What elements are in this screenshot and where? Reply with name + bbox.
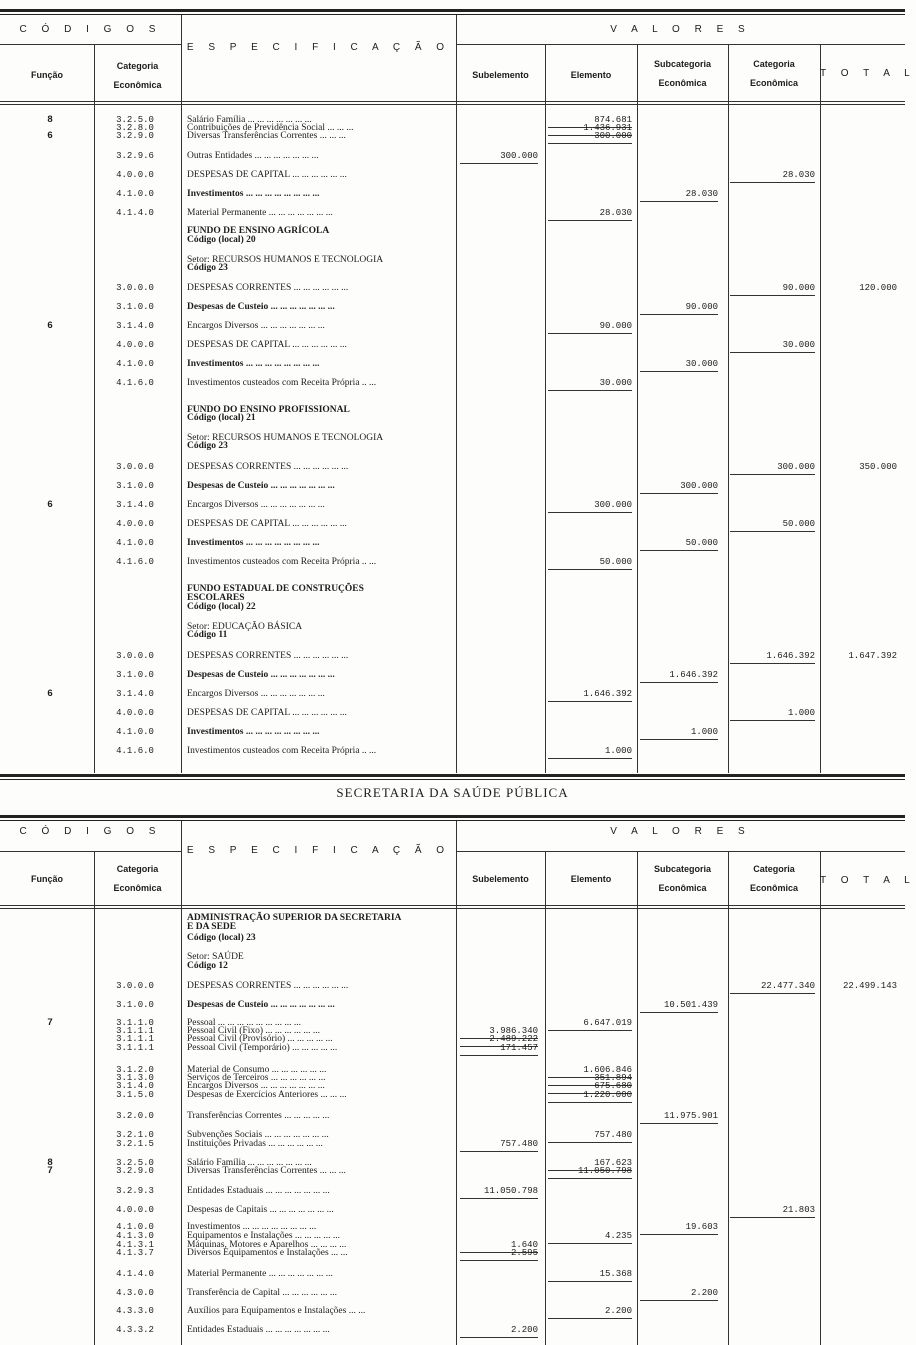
economica-header: Econômica bbox=[113, 883, 162, 893]
economica-header: Econômica bbox=[749, 78, 798, 88]
cell-ce: 1.646.392 bbox=[730, 651, 815, 664]
table-row bbox=[0, 1186, 905, 1197]
table-row bbox=[0, 1269, 905, 1280]
economica-header: Econômica bbox=[658, 883, 707, 893]
cell-c: 3.1.1.1 bbox=[116, 1043, 154, 1053]
subcategoria-header: Subcategoria bbox=[653, 59, 711, 69]
cell-c: 3.2.5.0 bbox=[116, 1158, 154, 1168]
cell-c: 3.2.8.0 bbox=[116, 123, 154, 133]
cell-f: 7 bbox=[47, 1165, 53, 1176]
cell-c: 3.1.1.1 bbox=[116, 1034, 154, 1044]
cell-s: DESPESAS CORRENTES ... ... ... ... ... ... bbox=[187, 651, 349, 661]
cell-s: Subvenções Sociais ... ... ... ... ... ... ... bbox=[187, 1130, 329, 1140]
cell-s: Investimentos ... ... ... ... ... ... ... ... bbox=[187, 727, 320, 737]
cell-s: DESPESAS DE CAPITAL ... ... ... ... ... ... bbox=[187, 170, 347, 180]
cell-s: Máquinas, Motores e Aparelhos ... ... ... ... bbox=[187, 1240, 347, 1250]
cell-f: 7 bbox=[47, 1017, 53, 1028]
table-row bbox=[0, 922, 905, 933]
cell-tot: 350.000 bbox=[859, 462, 897, 472]
cell-s: Investimentos custeados com Receita Própria .. ... bbox=[187, 557, 377, 567]
funcao-header: Função bbox=[30, 70, 63, 80]
cell-s: Encargos Diversos ... ... ... ... ... ... ... bbox=[187, 1081, 325, 1091]
cell-ele: 28.030 bbox=[548, 208, 632, 221]
cell-s: Investimentos ... ... ... ... ... ... ... ... bbox=[187, 189, 320, 199]
cell-ce: 22.477.340 bbox=[730, 981, 815, 994]
cell-s: Investimentos ... ... ... ... ... ... ... ... bbox=[187, 538, 320, 548]
table-row bbox=[0, 1000, 905, 1011]
cell-c: 4.1.6.0 bbox=[116, 378, 154, 388]
especificacao-header: E S P E C I F I C A Ç Ã O bbox=[186, 42, 451, 53]
cell-s: FUNDO DE ENSINO AGRÍCOLA bbox=[187, 226, 330, 236]
cell-s: DESPESAS CORRENTES ... ... ... ... ... ... bbox=[187, 981, 349, 991]
table-row bbox=[0, 1043, 905, 1054]
cell-s: Pessoal Civil (Temporário) ... ... ... ... ... bbox=[187, 1043, 338, 1053]
cell-ele: 757.480 bbox=[548, 1130, 632, 1143]
cell-s: Setor: RECURSOS HUMANOS E TECNOLOGIA bbox=[187, 433, 384, 443]
cell-s: Encargos Diversos ... ... ... ... ... ... ... bbox=[187, 321, 325, 331]
cell-c: 3.1.0.0 bbox=[116, 481, 154, 491]
elemento-header: Elemento bbox=[570, 874, 612, 884]
cell-s: Despesas de Custeio ... ... ... ... ... ... ... bbox=[187, 1000, 335, 1010]
cell-c: 3.0.0.0 bbox=[116, 981, 154, 991]
subelemento-header: Subelemento bbox=[472, 874, 529, 884]
cell-sc: 50.000 bbox=[640, 538, 718, 551]
cell-sub: 1.640 bbox=[460, 1240, 538, 1253]
cell-ce: 21.803 bbox=[730, 1205, 815, 1218]
cell-c: 3.2.1.0 bbox=[116, 1130, 154, 1140]
cell-s: Transferência de Capital ... ... ... ... ... ... bbox=[187, 1288, 338, 1298]
cell-s: FUNDO ESTADUAL DE CONSTRUÇÕES bbox=[187, 584, 364, 594]
cell-c: 3.2.9.0 bbox=[116, 131, 154, 141]
cell-c: 4.0.0.0 bbox=[116, 519, 154, 529]
table-row bbox=[0, 1325, 905, 1336]
cell-sub: 2.595 bbox=[460, 1248, 538, 1261]
cell-s: Equipamentos e Instalações ... ... ... ... ... bbox=[187, 1231, 341, 1241]
header-bottom-rule bbox=[0, 905, 905, 906]
cell-s: Pessoal Civil (Provisório) ... ... ... ... ... bbox=[187, 1034, 333, 1044]
cell-c: 4.1.0.0 bbox=[116, 1222, 154, 1232]
codigos-header: C Ó D I G O S bbox=[19, 826, 162, 837]
cell-f: 8 bbox=[47, 114, 53, 125]
cell-c: 3.1.0.0 bbox=[116, 670, 154, 680]
cell-c: 3.1.2.0 bbox=[116, 1065, 154, 1075]
especificacao-header: E S P E C I F I C A Ç Ã O bbox=[186, 845, 451, 856]
table-row bbox=[0, 961, 905, 972]
cell-sub: 3.986.340 bbox=[460, 1026, 538, 1039]
cell-s: Outras Entidades ... ... ... ... ... ... ... bbox=[187, 151, 319, 161]
cell-sc: 1.646.392 bbox=[640, 670, 718, 683]
cell-sc: 30.000 bbox=[640, 359, 718, 372]
cell-ele: 874.681 bbox=[548, 115, 632, 128]
cell-s: DESPESAS DE CAPITAL ... ... ... ... ... ... bbox=[187, 708, 347, 718]
cell-s: FUNDO DO ENSINO PROFISSIONAL bbox=[187, 405, 350, 415]
cell-ele: 1.436.931 bbox=[548, 123, 632, 136]
cell-sub: 300.000 bbox=[460, 151, 538, 164]
cell-ce: 28.030 bbox=[730, 170, 815, 183]
cell-s: E DA SEDE bbox=[187, 922, 237, 932]
cell-c: 4.1.0.0 bbox=[116, 359, 154, 369]
cell-sub: 757.480 bbox=[460, 1139, 538, 1152]
cell-c: 3.1.4.0 bbox=[116, 689, 154, 699]
cell-s: Transferências Correntes ... ... ... ... ... bbox=[187, 1111, 330, 1121]
cell-s: Entidades Estaduais ... ... ... ... ... ... ... bbox=[187, 1186, 330, 1196]
cell-ele: 1.606.846 bbox=[548, 1065, 632, 1078]
cell-c: 4.0.0.0 bbox=[116, 340, 154, 350]
total-header: T O T A L bbox=[820, 875, 916, 886]
cell-s: Código 11 bbox=[187, 630, 228, 640]
cell-tot: 22.499.143 bbox=[842, 981, 897, 991]
table-row bbox=[0, 1248, 905, 1259]
cell-ele: 1.220.000 bbox=[548, 1090, 632, 1103]
table-row bbox=[0, 1139, 905, 1150]
elemento-header: Elemento bbox=[570, 70, 612, 80]
table-row bbox=[0, 1090, 905, 1101]
cell-ele: 50.000 bbox=[548, 557, 632, 570]
cell-ele: 1.646.392 bbox=[548, 689, 632, 702]
cell-sub: 171.457 bbox=[460, 1043, 538, 1056]
cell-ele: 300.000 bbox=[548, 500, 632, 513]
cell-ele: 4.235 bbox=[548, 1231, 632, 1244]
cell-f: 6 bbox=[47, 499, 53, 510]
cell-s: Despesas de Capitais ... ... ... ... ... ... ... bbox=[187, 1205, 334, 1215]
cell-c: 4.1.0.0 bbox=[116, 538, 154, 548]
categoria-economica-header: Categoria bbox=[753, 864, 795, 874]
cell-s: Código (local) 23 bbox=[187, 933, 256, 943]
cell-ce: 30.000 bbox=[730, 340, 815, 353]
cell-s: Auxílios para Equipamentos e Instalações ... ... bbox=[187, 1306, 366, 1316]
cell-s: Código 23 bbox=[187, 263, 228, 273]
cell-c: 3.1.4.0 bbox=[116, 1081, 154, 1091]
cell-c: 4.1.0.0 bbox=[116, 727, 154, 737]
cell-s: Encargos Diversos ... ... ... ... ... ... ... bbox=[187, 500, 325, 510]
cell-s: DESPESAS CORRENTES ... ... ... ... ... ... bbox=[187, 283, 349, 293]
cell-c: 3.1.1.1 bbox=[116, 1026, 154, 1036]
categoria-economica-header: Categoria bbox=[753, 59, 795, 69]
table-row bbox=[0, 1166, 905, 1177]
cell-sub: 11.050.798 bbox=[460, 1186, 538, 1199]
cell-c: 3.1.5.0 bbox=[116, 1090, 154, 1100]
categoria-header: Categoria bbox=[116, 864, 159, 874]
total-header: T O T A L bbox=[820, 68, 916, 79]
cell-c: 4.3.3.0 bbox=[116, 1306, 154, 1316]
cell-tot: 120.000 bbox=[859, 283, 897, 293]
cell-s: Investimentos ... ... ... ... ... ... ... ... bbox=[187, 1222, 317, 1232]
cell-f: 6 bbox=[47, 320, 53, 331]
cell-s: Diversas Transferências Correntes ... ... ... bbox=[187, 131, 346, 141]
cell-ce: 1.000 bbox=[730, 708, 815, 721]
cell-s: Despesas de Custeio ... ... ... ... ... ... ... bbox=[187, 302, 335, 312]
cell-c: 4.1.6.0 bbox=[116, 557, 154, 567]
cell-s: Código (local) 20 bbox=[187, 235, 256, 245]
codigos-header: C Ó D I G O S bbox=[19, 24, 162, 35]
table-row bbox=[0, 1111, 905, 1122]
subcategoria-header: Subcategoria bbox=[653, 864, 711, 874]
cell-s: Código (local) 21 bbox=[187, 413, 256, 423]
cell-ce: 300.000 bbox=[730, 462, 815, 475]
cell-f: 8 bbox=[47, 1157, 53, 1168]
cell-s: Instituições Privadas ... ... ... ... ... ... bbox=[187, 1139, 323, 1149]
cell-c: 4.3.3.2 bbox=[116, 1325, 154, 1335]
cell-sub: 2.489.222 bbox=[460, 1034, 538, 1047]
cell-s: ESCOLARES bbox=[187, 593, 245, 603]
cell-c: 4.3.0.0 bbox=[116, 1288, 154, 1298]
cell-c: 4.0.0.0 bbox=[116, 170, 154, 180]
cell-ele: 300.000 bbox=[548, 131, 632, 144]
cell-s: ADMINISTRAÇÃO SUPERIOR DA SECRETARIA bbox=[187, 913, 402, 923]
categoria-header: Categoria bbox=[116, 61, 159, 71]
header-bottom-rule bbox=[0, 908, 905, 909]
cell-c: 3.2.0.0 bbox=[116, 1111, 154, 1121]
cell-f: 6 bbox=[47, 130, 53, 141]
cell-c: 4.1.6.0 bbox=[116, 746, 154, 756]
cell-s: Despesas de Custeio ... ... ... ... ... ... ... bbox=[187, 481, 335, 491]
cell-c: 3.1.1.0 bbox=[116, 1018, 154, 1028]
cell-c: 4.0.0.0 bbox=[116, 1205, 154, 1215]
cell-ele: 675.680 bbox=[548, 1081, 632, 1094]
valores-header: V A L O R E S bbox=[610, 24, 751, 35]
table-row bbox=[0, 1288, 905, 1299]
table-row bbox=[0, 981, 905, 992]
cell-s: Pessoal Civil (Fixo) ... ... ... ... ... ... bbox=[187, 1026, 321, 1036]
cell-ce: 50.000 bbox=[730, 519, 815, 532]
cell-sc: 300.000 bbox=[640, 481, 718, 494]
cell-c: 4.1.3.7 bbox=[116, 1248, 154, 1258]
cell-f: 6 bbox=[47, 688, 53, 699]
cell-sc: 19.603 bbox=[640, 1222, 718, 1235]
cell-c: 3.2.9.0 bbox=[116, 1166, 154, 1176]
cell-c: 3.2.5.0 bbox=[116, 115, 154, 125]
cell-c: 4.1.4.0 bbox=[116, 208, 154, 218]
table-row bbox=[0, 1306, 905, 1317]
cell-s: DESPESAS DE CAPITAL ... ... ... ... ... ... bbox=[187, 519, 347, 529]
cell-c: 3.0.0.0 bbox=[116, 651, 154, 661]
cell-c: 4.1.0.0 bbox=[116, 189, 154, 199]
cell-sc: 1.000 bbox=[640, 727, 718, 740]
cell-ele: 30.000 bbox=[548, 378, 632, 391]
cell-sc: 90.000 bbox=[640, 302, 718, 315]
cell-ele: 11.050.798 bbox=[548, 1166, 632, 1179]
cell-s: Setor: SAÚDE bbox=[187, 952, 244, 962]
cell-s: Material Permanente ... ... ... ... ... ... ... bbox=[187, 1269, 333, 1279]
cell-s: Investimentos custeados com Receita Própria .. ... bbox=[187, 378, 377, 388]
cell-s: Diversos Equipamentos e Instalações ... ... bbox=[187, 1248, 348, 1258]
header-divider bbox=[0, 851, 181, 852]
cell-s: Despesas de Custeio ... ... ... ... ... ... ... bbox=[187, 670, 335, 680]
cell-tot: 1.647.392 bbox=[848, 651, 897, 661]
cell-s: DESPESAS DE CAPITAL ... ... ... ... ... ... bbox=[187, 340, 347, 350]
cell-ele: 90.000 bbox=[548, 321, 632, 334]
cell-sc: 28.030 bbox=[640, 189, 718, 202]
cell-ele: 167.623 bbox=[548, 1158, 632, 1171]
funcao-header: Função bbox=[30, 874, 63, 884]
cell-c: 3.2.9.3 bbox=[116, 1186, 154, 1196]
cell-sc: 11.975.901 bbox=[640, 1111, 718, 1124]
cell-s: Serviços de Terceiros ... ... ... ... ... ... bbox=[187, 1073, 326, 1083]
cell-c: 3.1.0.0 bbox=[116, 302, 154, 312]
table-row bbox=[0, 1205, 905, 1216]
cell-c: 3.1.4.0 bbox=[116, 500, 154, 510]
subelemento-header: Subelemento bbox=[472, 70, 529, 80]
economica-header: Econômica bbox=[658, 78, 707, 88]
cell-c: 3.1.0.0 bbox=[116, 1000, 154, 1010]
economica-header: Econômica bbox=[749, 883, 798, 893]
cell-s: Pessoal ... ... ... ... ... ... ... ... ... bbox=[187, 1018, 301, 1028]
cell-c: 3.0.0.0 bbox=[116, 283, 154, 293]
cell-ele: 351.894 bbox=[548, 1073, 632, 1086]
cell-c: 4.1.3.0 bbox=[116, 1231, 154, 1241]
cell-s: Investimentos ... ... ... ... ... ... ... ... bbox=[187, 359, 320, 369]
cell-s: Salário Família ... ... ... ... ... ... ... bbox=[187, 115, 312, 125]
cell-s: Salário Família ... ... ... ... ... ... ... bbox=[187, 1158, 312, 1168]
cell-c: 3.0.0.0 bbox=[116, 462, 154, 472]
table-row bbox=[0, 933, 905, 944]
cell-c: 4.1.3.1 bbox=[116, 1240, 154, 1250]
cell-s: Investimentos custeados com Receita Própria .. ... bbox=[187, 746, 377, 756]
economica-header: Econômica bbox=[113, 80, 162, 90]
cell-ele: 1.000 bbox=[548, 746, 632, 759]
cell-c: 3.1.3.0 bbox=[116, 1073, 154, 1083]
section-title: SECRETARIA DA SAÚDE PÚBLICA bbox=[336, 785, 569, 800]
cell-c: 3.2.9.6 bbox=[116, 151, 154, 161]
cell-ele: 15.368 bbox=[548, 1269, 632, 1282]
cell-s: Setor: RECURSOS HUMANOS E TECNOLOGIA bbox=[187, 255, 384, 265]
cell-s: Contribuições de Previdência Social ... ... ... bbox=[187, 123, 354, 133]
cell-ele: 2.200 bbox=[548, 1306, 632, 1319]
cell-c: 4.1.4.0 bbox=[116, 1269, 154, 1279]
cell-s: Setor: EDUCAÇÃO BÁSICA bbox=[187, 622, 303, 632]
cell-s: Código 12 bbox=[187, 961, 228, 971]
cell-s: Código 23 bbox=[187, 441, 228, 451]
header-divider bbox=[456, 851, 905, 852]
cell-s: Material Permanente ... ... ... ... ... ... ... bbox=[187, 208, 333, 218]
cell-s: DESPESAS CORRENTES ... ... ... ... ... ... bbox=[187, 462, 349, 472]
cell-sc: 2.200 bbox=[640, 1288, 718, 1301]
cell-sub: 2.200 bbox=[460, 1325, 538, 1338]
cell-s: Material de Consumo ... ... ... ... ... ... bbox=[187, 1065, 327, 1075]
cell-c: 3.2.1.5 bbox=[116, 1139, 154, 1149]
cell-c: 3.1.4.0 bbox=[116, 321, 154, 331]
cell-s: Código (local) 22 bbox=[187, 602, 256, 612]
valores-header: V A L O R E S bbox=[610, 826, 751, 837]
cell-c: 4.0.0.0 bbox=[116, 708, 154, 718]
cell-s: Despesas de Exercícios Anteriores ... ... ... bbox=[187, 1090, 347, 1100]
cell-ele: 6.647.019 bbox=[548, 1018, 632, 1031]
cell-s: Diversas Transferências Correntes ... ... ... bbox=[187, 1166, 346, 1176]
cell-ce: 90.000 bbox=[730, 283, 815, 296]
cell-s: Encargos Diversos ... ... ... ... ... ... ... bbox=[187, 689, 325, 699]
cell-s: Entidades Estaduais ... ... ... ... ... ... ... bbox=[187, 1325, 330, 1335]
cell-sc: 10.501.439 bbox=[640, 1000, 718, 1013]
